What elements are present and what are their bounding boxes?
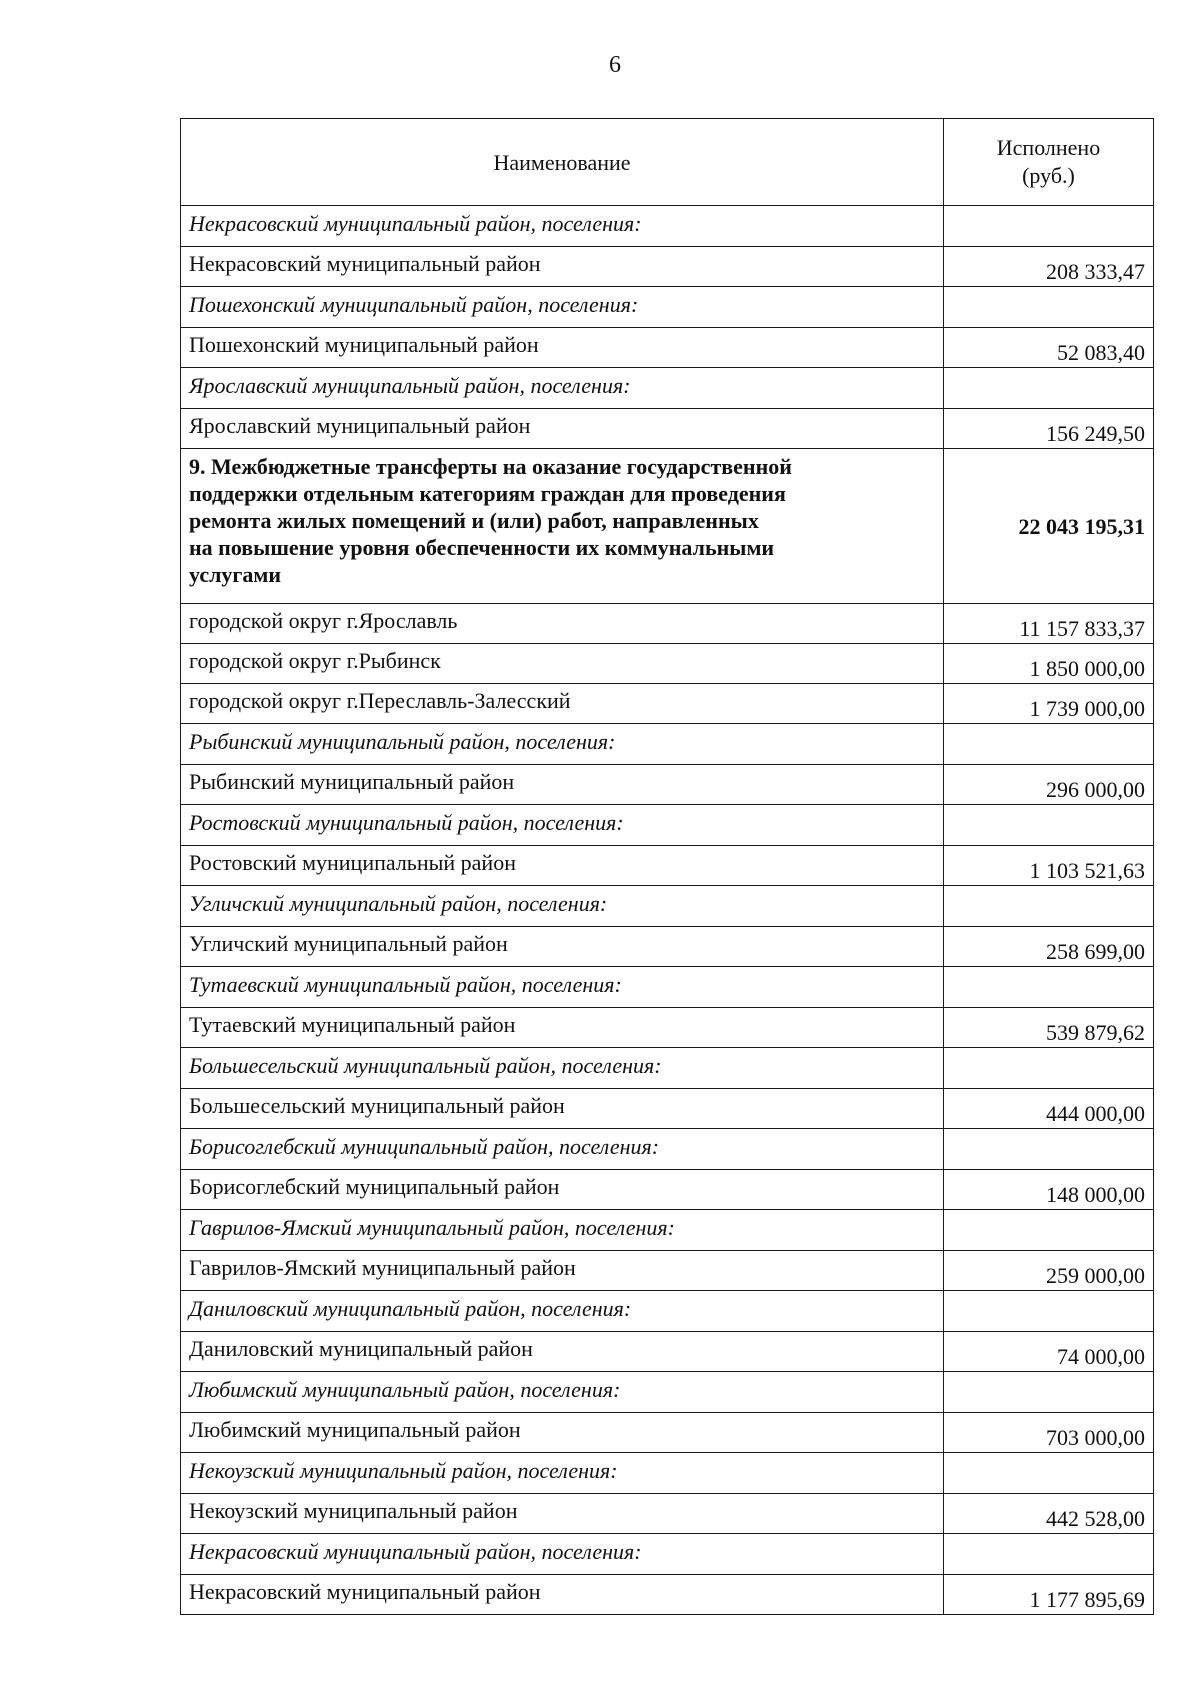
group-amount bbox=[944, 724, 1154, 765]
table-row bbox=[181, 1170, 1154, 1210]
row-amount: 208 333,47 bbox=[944, 247, 1154, 287]
page-number: 6 bbox=[609, 52, 621, 78]
table-row-group bbox=[181, 967, 1154, 1008]
table-row bbox=[181, 247, 1154, 287]
row-amount: 74 000,00 bbox=[944, 1332, 1154, 1372]
section-title-line: поддержки отдельным категориям граждан для проведения bbox=[189, 481, 786, 506]
table-row bbox=[181, 1575, 1154, 1615]
row-name: Некрасовский муниципальный район bbox=[181, 247, 944, 287]
table-row-group bbox=[181, 1291, 1154, 1332]
table-row-group bbox=[181, 368, 1154, 409]
table-row-group bbox=[181, 1210, 1154, 1251]
row-name: Ярославский муниципальный район bbox=[181, 409, 944, 449]
row-amount: 1 177 895,69 bbox=[944, 1575, 1154, 1615]
group-name: Ярославский муниципальный район, поселения: bbox=[181, 368, 944, 409]
table-row-group bbox=[181, 1534, 1154, 1575]
column-header-amount-line1: Исполнено bbox=[996, 135, 1101, 160]
group-amount bbox=[944, 368, 1154, 409]
group-amount bbox=[944, 1048, 1154, 1089]
section-title-line: услугами bbox=[189, 562, 282, 587]
row-name: Рыбинский муниципальный район bbox=[181, 765, 944, 805]
row-amount: 296 000,00 bbox=[944, 765, 1154, 805]
row-amount: 52 083,40 bbox=[944, 328, 1154, 368]
section-title-line: ремонта жилых помещений и (или) работ, направленных bbox=[189, 508, 759, 533]
table-row-group bbox=[181, 805, 1154, 846]
header-row bbox=[181, 119, 1154, 206]
row-name: Ростовский муниципальный район bbox=[181, 846, 944, 886]
group-name: Даниловский муниципальный район, поселения: bbox=[181, 1291, 944, 1332]
group-name: Тутаевский муниципальный район, поселения: bbox=[181, 967, 944, 1008]
table-row-group bbox=[181, 1453, 1154, 1494]
table-row-group bbox=[181, 1129, 1154, 1170]
group-amount bbox=[944, 1291, 1154, 1332]
row-name: городской округ г.Рыбинск bbox=[181, 644, 944, 684]
row-name: Некоузский муниципальный район bbox=[181, 1494, 944, 1534]
table-row bbox=[181, 684, 1154, 724]
row-name: Любимский муниципальный район bbox=[181, 1413, 944, 1453]
group-amount bbox=[944, 1210, 1154, 1251]
group-name: Большесельский муниципальный район, поселения: bbox=[181, 1048, 944, 1089]
group-amount bbox=[944, 1534, 1154, 1575]
table-row bbox=[181, 1494, 1154, 1534]
section-title-line: на повышение уровня обеспеченности их коммунальными bbox=[189, 535, 775, 560]
group-amount bbox=[944, 1453, 1154, 1494]
row-amount: 1 739 000,00 bbox=[944, 684, 1154, 724]
table-row bbox=[181, 1251, 1154, 1291]
table-row bbox=[181, 1332, 1154, 1372]
row-amount: 1 103 521,63 bbox=[944, 846, 1154, 886]
row-amount: 259 000,00 bbox=[944, 1251, 1154, 1291]
table-body bbox=[181, 206, 1154, 1615]
row-amount: 258 699,00 bbox=[944, 927, 1154, 967]
row-amount: 442 528,00 bbox=[944, 1494, 1154, 1534]
table-row bbox=[181, 1413, 1154, 1453]
group-name: Борисоглебский муниципальный район, поселения: bbox=[181, 1129, 944, 1170]
table-row bbox=[181, 1008, 1154, 1048]
group-amount bbox=[944, 1372, 1154, 1413]
row-name: Даниловский муниципальный район bbox=[181, 1332, 944, 1372]
group-amount bbox=[944, 967, 1154, 1008]
table-row-group bbox=[181, 886, 1154, 927]
table-row bbox=[181, 765, 1154, 805]
group-name: Некрасовский муниципальный район, поселения: bbox=[181, 206, 944, 247]
table-row-group bbox=[181, 724, 1154, 765]
group-name: Гаврилов-Ямский муниципальный район, поселения: bbox=[181, 1210, 944, 1251]
row-amount: 1 850 000,00 bbox=[944, 644, 1154, 684]
row-amount: 148 000,00 bbox=[944, 1170, 1154, 1210]
table-row-group bbox=[181, 206, 1154, 247]
table-row-group bbox=[181, 1048, 1154, 1089]
row-amount: 444 000,00 bbox=[944, 1089, 1154, 1129]
group-amount bbox=[944, 805, 1154, 846]
group-name: Угличский муниципальный район, поселения: bbox=[181, 886, 944, 927]
group-name: Ростовский муниципальный район, поселения: bbox=[181, 805, 944, 846]
table-row bbox=[181, 846, 1154, 886]
column-header-amount bbox=[944, 119, 1154, 206]
column-header-amount-line2: (руб.) bbox=[1022, 163, 1075, 188]
table-row bbox=[181, 409, 1154, 449]
table-row-section bbox=[181, 449, 1154, 604]
table-header bbox=[181, 119, 1154, 206]
group-amount bbox=[944, 287, 1154, 328]
row-name: Угличский муниципальный район bbox=[181, 927, 944, 967]
row-name: городской округ г.Переславль-Залесский bbox=[181, 684, 944, 724]
row-amount: 11 157 833,37 bbox=[944, 604, 1154, 644]
group-name: Некрасовский муниципальный район, поселения: bbox=[181, 1534, 944, 1575]
row-amount: 703 000,00 bbox=[944, 1413, 1154, 1453]
section-title bbox=[181, 449, 944, 604]
group-name: Рыбинский муниципальный район, поселения: bbox=[181, 724, 944, 765]
row-name: городской округ г.Ярославль bbox=[181, 604, 944, 644]
group-amount bbox=[944, 1129, 1154, 1170]
row-name: Некрасовский муниципальный район bbox=[181, 1575, 944, 1615]
row-name: Пошехонский муниципальный район bbox=[181, 328, 944, 368]
row-amount: 539 879,62 bbox=[944, 1008, 1154, 1048]
column-header-name: Наименование bbox=[181, 119, 944, 206]
table-row bbox=[181, 927, 1154, 967]
group-amount bbox=[944, 206, 1154, 247]
budget-table bbox=[180, 118, 1154, 1615]
table-row-group bbox=[181, 287, 1154, 328]
group-name: Пошехонский муниципальный район, поселения: bbox=[181, 287, 944, 328]
table-row bbox=[181, 328, 1154, 368]
table-row-group bbox=[181, 1372, 1154, 1413]
group-name: Любимский муниципальный район, поселения: bbox=[181, 1372, 944, 1413]
group-amount bbox=[944, 886, 1154, 927]
section-title-line: 9. Межбюджетные трансферты на оказание государственной bbox=[189, 454, 792, 479]
row-name: Тутаевский муниципальный район bbox=[181, 1008, 944, 1048]
row-name: Большесельский муниципальный район bbox=[181, 1089, 944, 1129]
group-name: Некоузский муниципальный район, поселения: bbox=[181, 1453, 944, 1494]
row-name: Борисоглебский муниципальный район bbox=[181, 1170, 944, 1210]
row-name: Гаврилов-Ямский муниципальный район bbox=[181, 1251, 944, 1291]
row-amount: 156 249,50 bbox=[944, 409, 1154, 449]
table-row bbox=[181, 604, 1154, 644]
section-amount: 22 043 195,31 bbox=[944, 449, 1154, 604]
table-row bbox=[181, 644, 1154, 684]
table-row bbox=[181, 1089, 1154, 1129]
